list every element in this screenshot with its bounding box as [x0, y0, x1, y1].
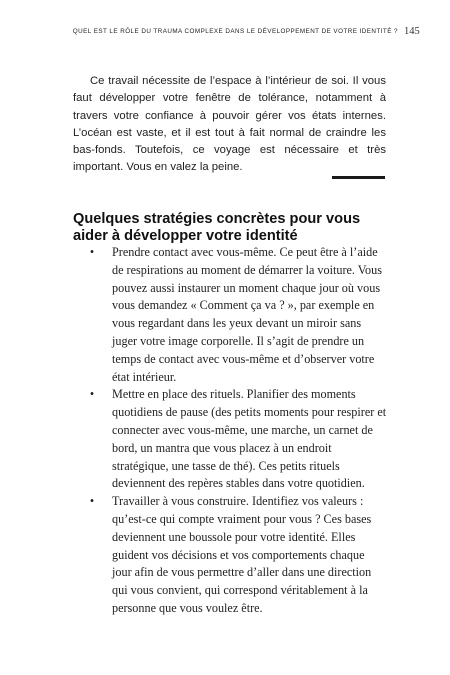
bullet-icon: •	[89, 387, 95, 402]
strategy-text: Travailler à vous construire. Identifiez vos valeurs : qu’est-ce qui compte vraiment pour vous ? Ces bases deviennent une boussole pour votre identité. Elles guident vos décisions et vos comportements chaque jour afin de vous permettre d’aller dans une direction qui vous convient, qui correspond véritablement à la personne que vous voulez être.	[112, 494, 372, 615]
bullet-icon: •	[89, 494, 95, 509]
strategy-list	[87, 244, 387, 618]
section-divider	[332, 176, 385, 179]
running-header: QUEL EST LE RÔLE DU TRAUMA COMPLEXE DANS LE DÉVELOPPEMENT DE VOTRE IDENTITÉ ?	[72, 28, 398, 35]
strategy-item	[87, 244, 387, 386]
strategy-item	[87, 493, 387, 618]
page-number: 145	[404, 26, 420, 37]
section-title: Quelques stratégies concrètes pour vous aider à développer votre identité	[73, 211, 361, 244]
bullet-icon: •	[89, 245, 95, 259]
strategy-text: Prendre contact avec vous-même. Ce peut être à l’aide de respirations au moment de démarrer la voiture. Vous pouvez aussi instaurer un moment chaque jour où vous vous demandez « Comment ça va ? », par exemple en vous regardant dans les yeux devant un miroir sans juger votre image corporelle. Il s’agit de prendre un temps de contact avec vous-même et d’observer votre état intérieur.	[112, 245, 382, 384]
strategy-text: Mettre en place des rituels. Planifier des moments quotidiens de pause (des petits moments pour respirer et connecter avec vous-même, une marche, un carnet de bord, un mantra que vous placez à un endroit stratégique, une tasse de thé). Ces petits rituels deviennent des repères stables dans votre quotidien.	[112, 387, 387, 491]
strategy-item	[87, 386, 387, 493]
intro-paragraph: Ce travail nécessite de l’espace à l’intérieur de soi. Il vous faut développer votre fenêtre de tolérance, notamment à travers votre confiance à pouvoir gérer vos états internes. L’océan est vaste, et il est tout à fait normal de craindre les bas-fonds. Toutefois, ce voyage est nécessaire et très important. Vous en valez la peine.	[73, 75, 386, 174]
